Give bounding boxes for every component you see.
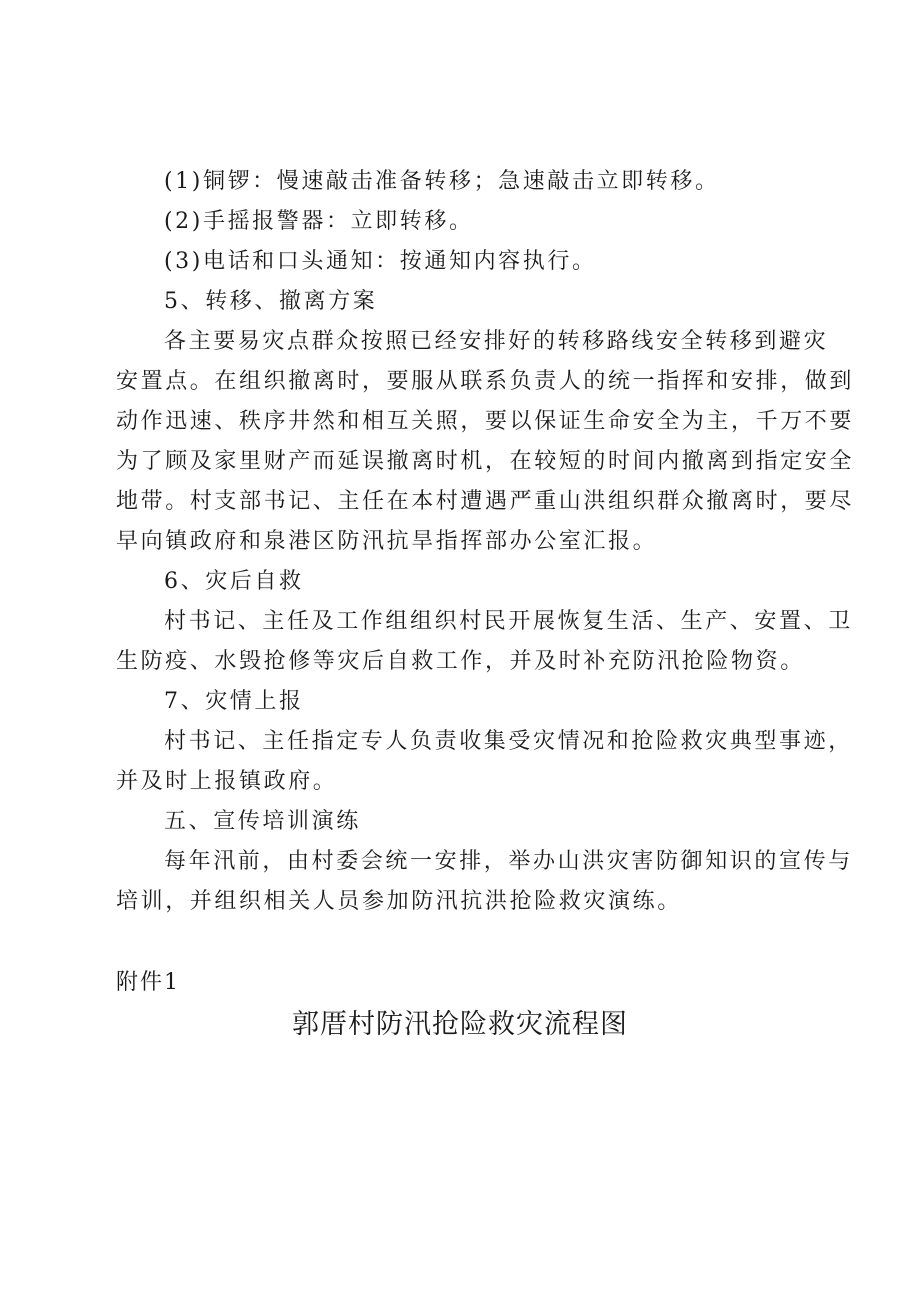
paragraph-line: 并及时上报镇政府。 xyxy=(116,769,338,794)
section-5-heading: 5、转移、撤离方案 xyxy=(164,289,378,314)
paragraph-line: 培训，并组织相关人员参加防汛抗洪抢险救灾演练。 xyxy=(116,889,682,914)
paragraph-line: 生防疫、水毁抢修等灾后自救工作，并及时补充防汛抢险物资。 xyxy=(116,649,805,674)
signal-item-gong: (1)铜锣：慢速敲击准备转移；急速敲击立即转移。 xyxy=(164,169,720,194)
paragraph-line: 村书记、主任及工作组组织村民开展恢复生活、生产、安置、卫 xyxy=(164,609,853,634)
section-five-paragraph xyxy=(116,842,853,922)
paragraph-line: 每年汛前，由村委会统一安排，举办山洪灾害防御知识的宣传与 xyxy=(164,849,853,874)
section-7-heading: 7、灾情上报 xyxy=(164,689,304,714)
attachment-label: 附件1 xyxy=(116,970,180,995)
section-6-paragraph xyxy=(116,602,853,682)
section-five-heading: 五、宣传培训演练 xyxy=(164,809,361,834)
signal-item-siren: (2)手摇报警器：立即转移。 xyxy=(164,209,474,234)
paragraph-line: 为了顾及家里财产而延误撤离时机，在较短的时间内撤离到指定安全 xyxy=(116,449,855,474)
paragraph-line: 安置点。在组织撤离时，要服从联系负责人的统一指挥和安排，做到 xyxy=(116,369,855,394)
paragraph-line: 各主要易灾点群众按照已经安排好的转移路线安全转移到避灾 xyxy=(164,329,829,354)
paragraph-line: 村书记、主任指定专人负责收集受灾情况和抢险救灾典型事迹， xyxy=(164,729,853,754)
paragraph-line: 动作迅速、秩序井然和相互关照，要以保证生命安全为主，千万不要 xyxy=(116,409,855,434)
document-body xyxy=(116,162,855,922)
section-6-heading: 6、灾后自救 xyxy=(164,569,304,594)
paragraph-line: 地带。村支部书记、主任在本村遭遇严重山洪组织群众撤离时，要尽 xyxy=(116,489,855,514)
section-7-paragraph xyxy=(116,722,853,802)
paragraph-line: 早向镇政府和泉港区防汛抗旱指挥部办公室汇报。 xyxy=(116,529,658,554)
attachment-title: 郭厝村防汛抢险救灾流程图 xyxy=(292,1009,628,1040)
section-5-paragraph xyxy=(116,322,855,562)
signal-item-phone: (3)电话和口头通知：按通知内容执行。 xyxy=(164,249,597,274)
